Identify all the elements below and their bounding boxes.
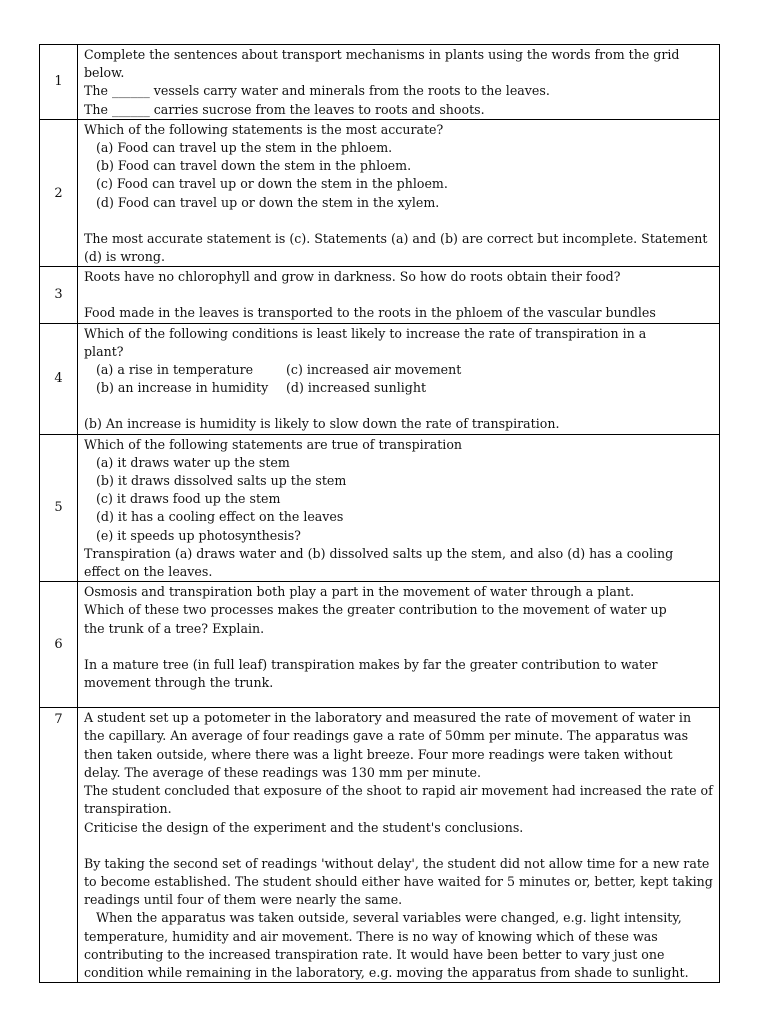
table-row: [40, 45, 720, 120]
question-text: The student concluded that exposure of the shoot to rapid air movement had increased the rate of transpiration.: [84, 783, 713, 817]
answer-text: In a mature tree (in full leaf) transpiration makes by far the greater contribution to water movement through the trunk.: [84, 656, 658, 691]
question-cell: [78, 434, 720, 582]
question-prompt: Which of the following statements is the most accurate?: [84, 121, 444, 137]
answer-option: (b) Food can travel down the stem in the phloem.: [96, 158, 412, 174]
answer-option: (c) increased air movement: [286, 362, 462, 378]
question-prompt: Roots have no chlorophyll and grow in darkness. So how do roots obtain their food?: [84, 269, 621, 285]
question-cell: [78, 119, 720, 266]
table-row: [40, 267, 720, 323]
question-number: 3: [40, 267, 78, 323]
answer-option: (d) Food can travel up or down the stem in the xylem.: [96, 194, 440, 210]
table-row: [40, 119, 720, 266]
question-cell: [78, 267, 720, 323]
question-number: 5: [40, 434, 78, 582]
answer-option: (d) increased sunlight: [286, 380, 427, 396]
question-number: 7: [40, 708, 78, 983]
question-number: 6: [40, 582, 78, 708]
question-text: A student set up a potometer in the laboratory and measured the rate of movement of water in the capillary. An average of four readings gave a rate of 50mm per minute. The apparatus was then taken outside, where there was a light breeze. Four more readings were taken without delay. The average of these readings was 130 mm per minute.: [84, 710, 692, 780]
question-cell: [78, 45, 720, 120]
answer-text: When the apparatus was taken outside, several variables were changed, e.g. light intensity, temperature, humidity and air movement. There is no way of knowing which of these was contributing to the increased transpiration rate. It would have been better to vary just one condition while remaining in the laboratory, e.g. moving the apparatus from shade to sunlight.: [84, 910, 689, 980]
answer-option: (b) it draws dissolved salts up the stem: [96, 473, 347, 489]
table-row: [40, 434, 720, 582]
worksheet: [39, 44, 720, 983]
answer-option: (c) Food can travel up or down the stem in the phloem.: [96, 176, 448, 192]
answer-option: (b) an increase in humidity: [96, 380, 269, 396]
question-cell: [78, 323, 720, 434]
answer-text: The most accurate statement is (c). Statements (a) and (b) are correct but incomplete. Statement (d) is wrong.: [84, 230, 708, 265]
answer-text: (b) An increase is humidity is likely to slow down the rate of transpiration.: [84, 416, 560, 432]
question-text: The ______ carries sucrose from the leaves to roots and shoots.: [84, 101, 485, 117]
question-text: Which of these two processes makes the greater contribution to the movement of water up: [84, 602, 667, 618]
question-cell: [78, 708, 720, 983]
answer-option: (a) a rise in temperature: [96, 362, 254, 378]
answer-option: (c) it draws food up the stem: [96, 491, 281, 507]
question-text: the trunk of a tree? Explain.: [84, 620, 265, 636]
answer-option: (a) it draws water up the stem: [96, 454, 290, 470]
answer-text: By taking the second set of readings 'without delay', the student did not allow time for a new rate to become established. The student should either have waited for 5 minutes or, better, kept taking readings until four of them were nearly the same.: [84, 855, 713, 908]
answer-text: Food made in the leaves is transported to the roots in the phloem of the vascular bundles: [84, 305, 656, 321]
question-number: 1: [40, 45, 78, 120]
answer-text: Transpiration (a) draws water and (b) dissolved salts up the stem, and also (d) has a cooling effect on the leaves.: [84, 545, 674, 580]
question-text: The ______ vessels carry water and minerals from the roots to the leaves.: [84, 83, 550, 99]
question-prompt: Which of the following statements are true of transpiration: [84, 436, 463, 452]
question-prompt: Which of the following conditions is least likely to increase the rate of transpiration in a: [84, 325, 647, 341]
question-cell: [78, 582, 720, 708]
question-number: 4: [40, 323, 78, 434]
question-prompt: plant?: [84, 343, 124, 359]
answer-option: (e) it speeds up photosynthesis?: [96, 527, 301, 543]
answer-option: (d) it has a cooling effect on the leaves: [96, 509, 344, 525]
question-number: 2: [40, 119, 78, 266]
table-row: [40, 323, 720, 434]
question-text: Osmosis and transpiration both play a part in the movement of water through a plant.: [84, 584, 635, 600]
table-row: [40, 582, 720, 708]
answer-option: (a) Food can travel up the stem in the phloem.: [96, 140, 393, 156]
question-text: Criticise the design of the experiment and the student's conclusions.: [84, 819, 524, 835]
table-row: [40, 708, 720, 983]
question-table: [39, 44, 720, 983]
question-text: Complete the sentences about transport mechanisms in plants using the words from the grid below.: [84, 47, 680, 81]
